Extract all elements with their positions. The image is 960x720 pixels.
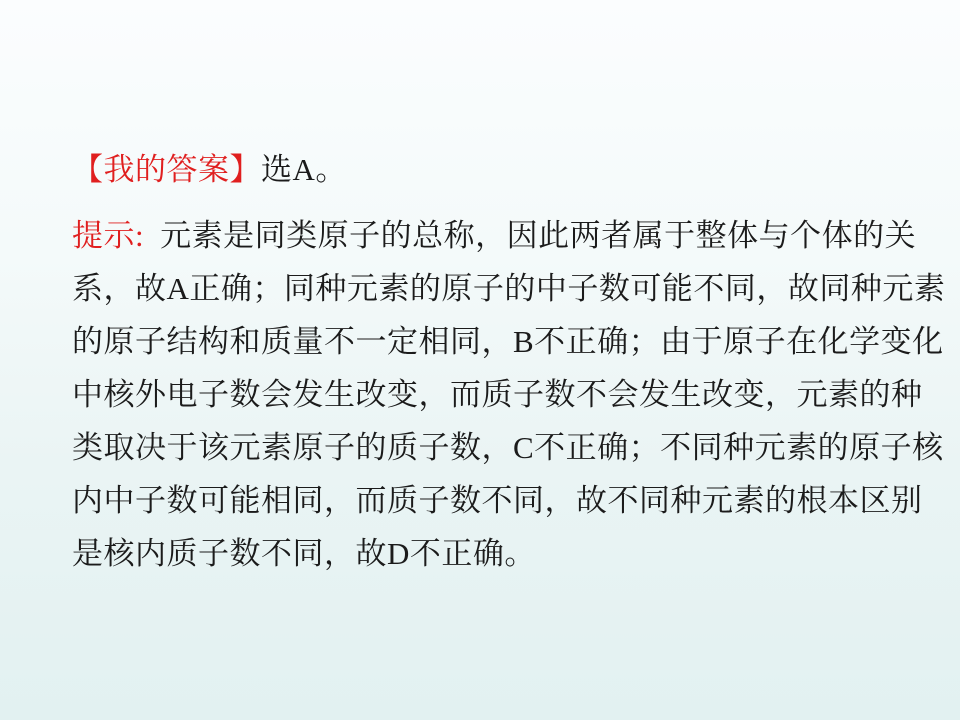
hint-line <box>72 315 944 368</box>
hint-label: 提示: <box>72 218 145 253</box>
hint-line-text: 内中子数可能相同，而质子数不同，故不同种元素的根本区别 <box>72 483 923 518</box>
hint-line <box>72 262 946 315</box>
hint-line-text: 是核内质子数不同，故D不正确。 <box>72 536 536 571</box>
hint-line <box>72 474 923 527</box>
hint-line <box>72 421 944 474</box>
hint-line-text: 元素是同类原子的总称，因此两者属于整体与个体的关 <box>160 218 917 253</box>
hint-line-text: 的原子结构和质量不一定相同，B不正确；由于原子在化学变化 <box>72 324 944 359</box>
hint-line-text: 系，故A正确；同种元素的原子的中子数可能不同，故同种元素 <box>72 271 946 306</box>
hint-line <box>72 209 917 262</box>
answer-label: 【我的答案】 <box>72 152 261 187</box>
answer-line <box>72 143 902 196</box>
hint-line <box>72 368 923 421</box>
hint-line <box>72 527 902 580</box>
answer-text: 选A。 <box>261 152 347 187</box>
hint-line-text: 中核外电子数会发生改变，而质子数不会发生改变，元素的种 <box>72 377 923 412</box>
slide-content <box>72 143 946 580</box>
hint-paragraph <box>72 209 946 580</box>
hint-line-text: 类取决于该元素原子的质子数，C不正确；不同种元素的原子核 <box>72 430 944 465</box>
